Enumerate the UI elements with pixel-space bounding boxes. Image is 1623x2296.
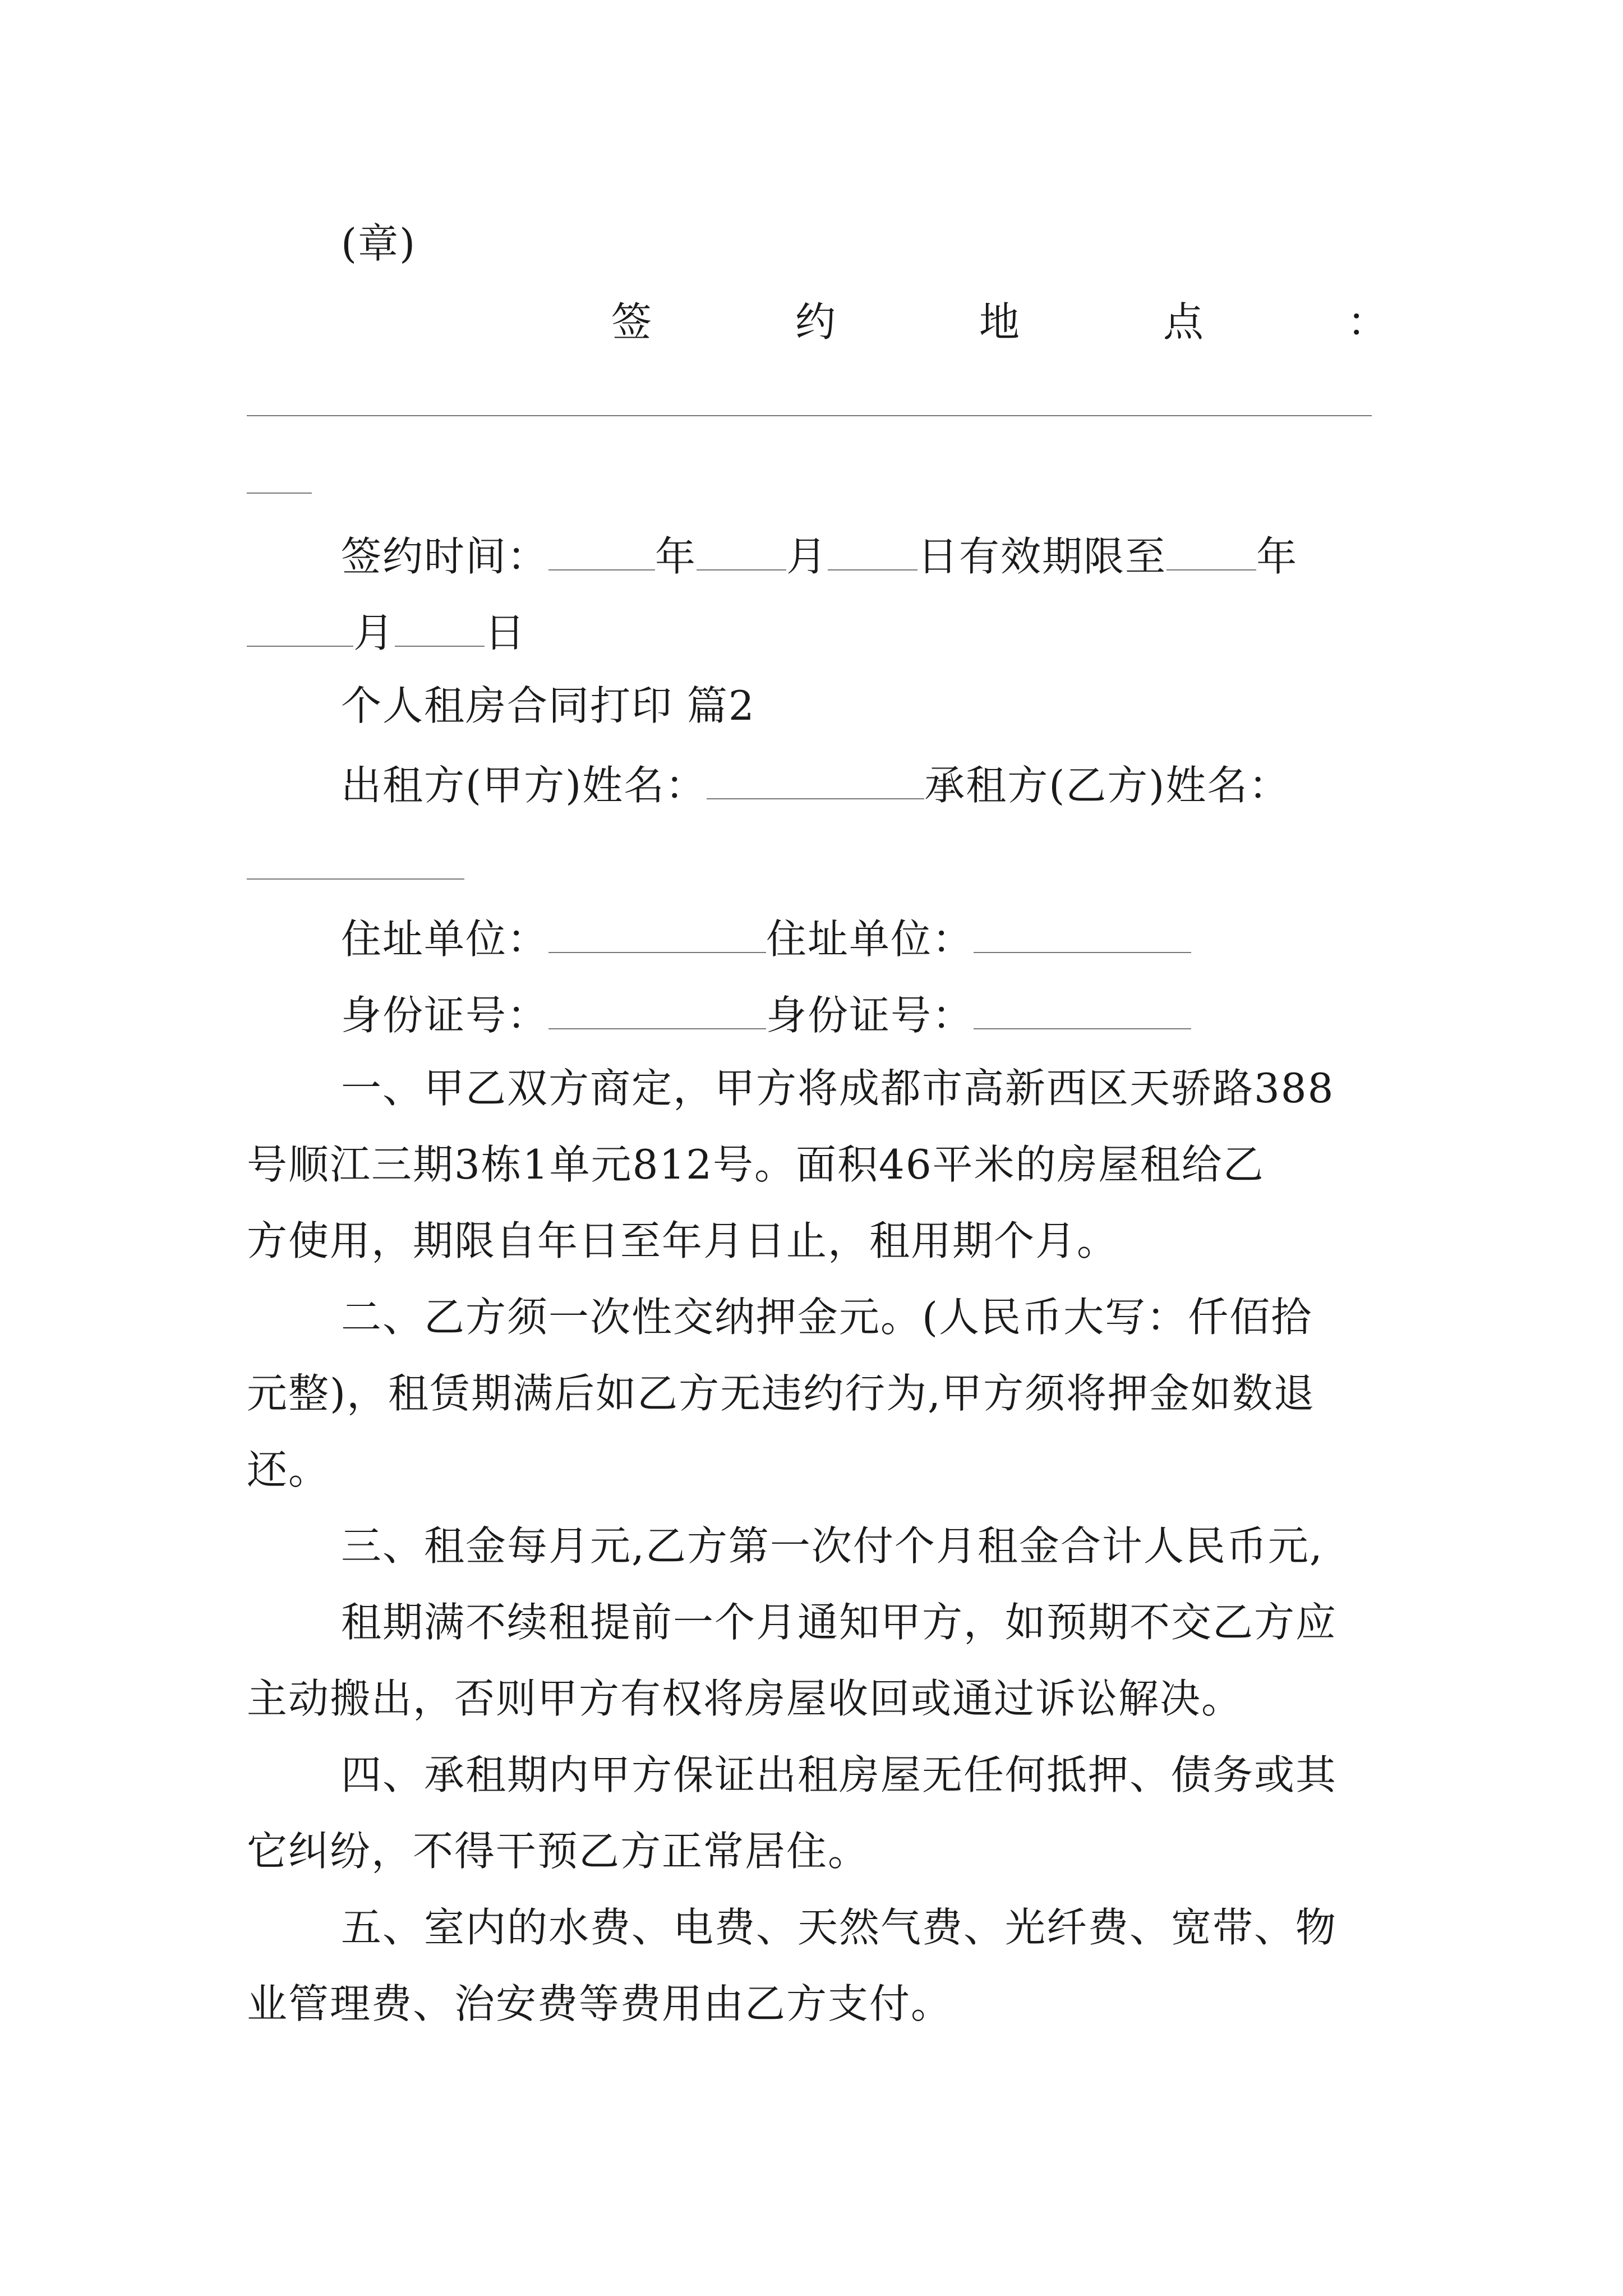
id-number-label: 身份证号： xyxy=(341,991,549,1039)
parties-line xyxy=(341,761,1391,809)
month-char: 月 xyxy=(786,532,828,580)
year-char: 年 xyxy=(1256,532,1298,580)
id-number-line xyxy=(341,991,1391,1039)
year-blank xyxy=(548,533,655,570)
seal-label: (章) xyxy=(341,220,417,267)
month-blank xyxy=(697,533,786,570)
clause-1-line: 号顺江三期3栋1单元812号。面积46平米的房屋租给乙 xyxy=(247,1141,1265,1188)
lessee-name-blank xyxy=(247,878,464,880)
sign-place-char: ： xyxy=(1347,298,1389,346)
clause-3-line: 主动搬出，否则甲方有权将房屋收回或通过诉讼解决。 xyxy=(247,1675,1243,1722)
sign-place-char: 点 xyxy=(1163,298,1205,346)
day-blank xyxy=(395,609,485,647)
sign-place-char: 签 xyxy=(611,298,653,346)
clause-2-line: 还。 xyxy=(247,1446,330,1493)
sign-place-blank-line xyxy=(247,415,1372,416)
address-label: 住址单位： xyxy=(341,915,549,963)
id-number-label: 身份证号： xyxy=(766,991,974,1039)
sign-place-label xyxy=(611,298,1389,346)
clause-4-line: 它纠纷，不得干预乙方正常居住。 xyxy=(247,1828,870,1875)
section-heading: 个人租房合同打印 篇2 xyxy=(341,682,755,729)
clause-2-line: 二、乙方须一次性交纳押金元。(人民币大写：仟佰拾 xyxy=(341,1294,1313,1341)
valid-until-label: 日有效期限至 xyxy=(917,532,1167,580)
address-blank xyxy=(548,915,766,953)
lessee-name-label: 承租方(乙方)姓名： xyxy=(924,761,1290,809)
lessor-name-blank xyxy=(707,762,924,799)
sign-place-char: 地 xyxy=(979,298,1021,346)
address-line xyxy=(341,915,1391,963)
clause-1-line: 方使用，期限自年日至年月日止，租用期个月。 xyxy=(247,1217,1119,1264)
address-blank xyxy=(974,915,1191,953)
day-blank xyxy=(828,533,917,570)
clause-3-line: 租期满不续租提前一个月通知甲方，如预期不交乙方应 xyxy=(341,1599,1338,1646)
year-char: 年 xyxy=(655,532,697,580)
id-number-blank xyxy=(974,992,1191,1029)
clause-1-line: 一、甲乙双方商定，甲方将成都市高新西区天骄路388 xyxy=(341,1065,1335,1112)
lessor-name-label: 出租方(甲方)姓名： xyxy=(341,761,707,809)
sign-time-line-cont xyxy=(247,609,1391,656)
month-blank xyxy=(247,609,353,647)
id-number-blank xyxy=(548,992,766,1029)
month-char: 月 xyxy=(353,609,395,656)
sign-place-char: 约 xyxy=(795,298,837,346)
clause-2-line: 元整)，租赁期满后如乙方无违约行为,甲方须将押金如数退 xyxy=(247,1370,1315,1417)
clause-3-line: 三、租金每月元,乙方第一次付个月租金合计人民币元, xyxy=(341,1522,1324,1570)
sign-time-line xyxy=(341,532,1391,580)
year-blank xyxy=(1166,533,1256,570)
clause-5-line: 五、室内的水费、电费、天然气费、光纤费、宽带、物 xyxy=(341,1904,1338,1951)
address-label: 住址单位： xyxy=(766,915,974,963)
clause-5-line: 业管理费、治安费等费用由乙方支付。 xyxy=(247,1980,953,2027)
sign-place-blank-line-cont xyxy=(247,493,312,494)
sign-time-label: 签约时间： xyxy=(341,532,549,580)
day-char: 日 xyxy=(485,609,527,656)
clause-4-line: 四、承租期内甲方保证出租房屋无任何抵押、债务或其 xyxy=(341,1751,1338,1798)
